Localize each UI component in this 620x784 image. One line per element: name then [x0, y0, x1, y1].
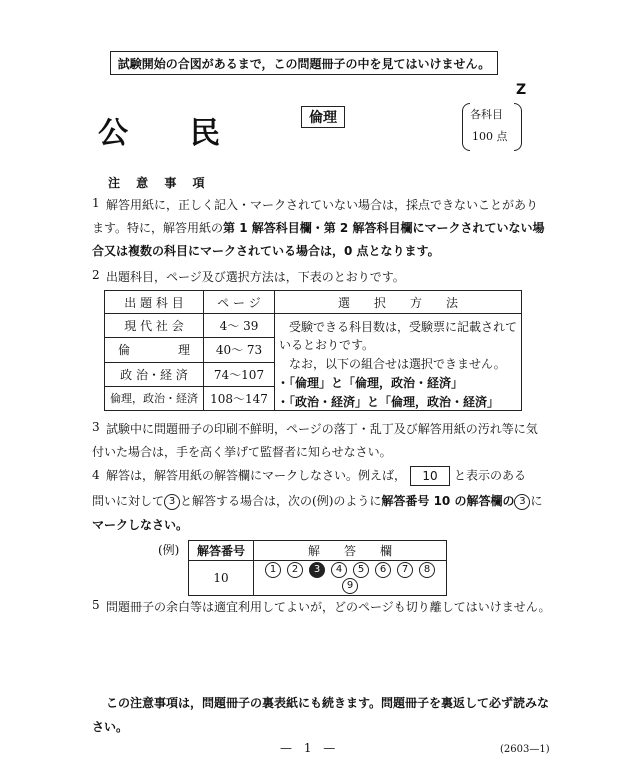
item-1-line-2-b: 第 1 解答科目欄・第 2 解答科目欄にマークされていない場	[223, 221, 545, 235]
answer-number-box: 10	[410, 466, 450, 486]
table-row	[105, 314, 522, 338]
score-line-2: 100 点	[472, 130, 508, 143]
header-subject: 出 題 科 目	[105, 291, 204, 314]
subject-table-header	[105, 291, 522, 314]
answer-bubble-icon: 3	[309, 562, 325, 578]
item-4-line-3: マークしなさい。	[92, 518, 189, 532]
answer-bubble-icon: 9	[342, 578, 358, 594]
method-line-4: ・「倫理」と「倫理，政治・経済」	[277, 376, 464, 390]
item-4-line-1	[106, 466, 526, 486]
item-4-line-2-c: 解答番号 10 の解答欄の	[381, 494, 515, 508]
item-1-line-3-b: 0 点となります。	[344, 244, 440, 258]
item-5-number: 5	[92, 598, 100, 612]
header-pages: ペ ー ジ	[204, 291, 275, 314]
row-subject: 政 治・経 済	[105, 362, 204, 386]
right-paren	[514, 103, 522, 151]
item-5-text: 問題冊子の余白等は適宜利用してよいが，どのページも切り離してはいけません。	[106, 600, 551, 614]
example-label: (例)	[158, 543, 180, 557]
example-col-answer: 解 答 欄	[254, 541, 447, 561]
item-2-number: 2	[92, 268, 100, 282]
closing-line-1: この注意事項は，問題冊子の裏表紙にも続きます。問題冊子を裏返して必ず読みな	[106, 696, 550, 710]
score-line-1: 各科目	[470, 108, 503, 121]
closing-line-2: さい。	[92, 720, 129, 734]
item-3-number: 3	[92, 420, 100, 434]
row-pages: 4〜 39	[204, 314, 275, 338]
answer-bubble-icon: 5	[353, 562, 369, 578]
circled-3-icon: 3	[164, 494, 180, 510]
left-paren	[462, 103, 470, 151]
row-subject: 倫理，政治・経済	[105, 386, 204, 410]
row-subject: 現 代 社 会	[105, 314, 204, 338]
subject-title: 公民	[98, 116, 282, 151]
item-4-number: 4	[92, 468, 100, 482]
answer-bubble-icon: 1	[265, 562, 281, 578]
item-4-line-2	[92, 492, 542, 510]
answer-bubble-icon: 8	[419, 562, 435, 578]
example-table-wrap	[188, 540, 447, 596]
subject-subtitle-box: 倫理	[301, 106, 345, 128]
row-pages: 74〜107	[204, 362, 275, 386]
item-3-line-2: 付いた場合は，手を高く挙げて監督者に知らせなさい。	[92, 445, 392, 459]
item-1-line-3-a: 合又は複数の科目にマークされている場合は，	[92, 244, 345, 258]
example-row-number: 10	[189, 561, 254, 596]
subject-table	[104, 290, 522, 411]
item-4-line-1-a: 解答は，解答用紙の解答欄にマークしなさい。例えば，	[106, 468, 407, 483]
item-4-line-2-d: に	[530, 494, 543, 508]
method-line-2: いるとおりです。	[279, 338, 375, 352]
notes-heading: 注 意 事 項	[108, 176, 211, 190]
method-line-5: ・「政治・経済」と「倫理，政治・経済」	[277, 395, 500, 409]
example-bubbles	[254, 561, 447, 596]
item-1-number: 1	[92, 196, 100, 210]
item-4-line-2-a: 問いに対して	[92, 494, 165, 508]
answer-bubble-icon: 7	[397, 562, 413, 578]
score-bracket	[462, 103, 522, 149]
example-col-number: 解答番号	[189, 541, 254, 561]
method-line-1: 受験できる科目数は，受験票に記載されて	[289, 320, 518, 334]
answer-bubble-icon: 6	[375, 562, 391, 578]
pre-exam-notice: 試験開始の合図があるまで，この問題冊子の中を見てはいけません。	[110, 51, 498, 75]
item-4-line-1-b: と表示のある	[454, 468, 527, 483]
circled-3-icon: 3	[514, 494, 530, 510]
row-pages: 108〜147	[204, 386, 275, 410]
item-1-line-3	[92, 242, 440, 259]
subject-table-wrap	[104, 290, 522, 411]
answer-bubble-icon: 4	[331, 562, 347, 578]
item-4-line-2-b: と解答する場合は，次の(例)のように	[180, 494, 382, 508]
item-1-line-2-a: ます。特に，解答用紙の	[92, 221, 224, 235]
header-method: 選 択 方 法	[275, 291, 522, 314]
footer-code: (2603—1)	[500, 744, 550, 755]
row-subject: 倫 理	[105, 338, 204, 362]
item-2-text: 出題科目，ページ及び選択方法は，下表のとおりです。	[106, 270, 405, 284]
method-line-3: なお，以下の組合せは選択できません。	[289, 357, 506, 371]
item-1-line-2	[92, 219, 544, 236]
row-pages: 40〜 73	[204, 338, 275, 362]
answer-bubble-icon: 2	[287, 562, 303, 578]
item-3-line-1: 試験中に問題冊子の印刷不鮮明，ページの落丁・乱丁及び解答用紙の汚れ等に気	[106, 422, 538, 436]
method-cell	[275, 314, 522, 411]
page-number: — 1 —	[280, 741, 340, 755]
example-table	[188, 540, 447, 596]
booklet-code: Z	[516, 82, 527, 98]
item-1-line-1: 解答用紙に，正しく記入・マークされていない場合は，採点できないことがあり	[106, 198, 539, 212]
